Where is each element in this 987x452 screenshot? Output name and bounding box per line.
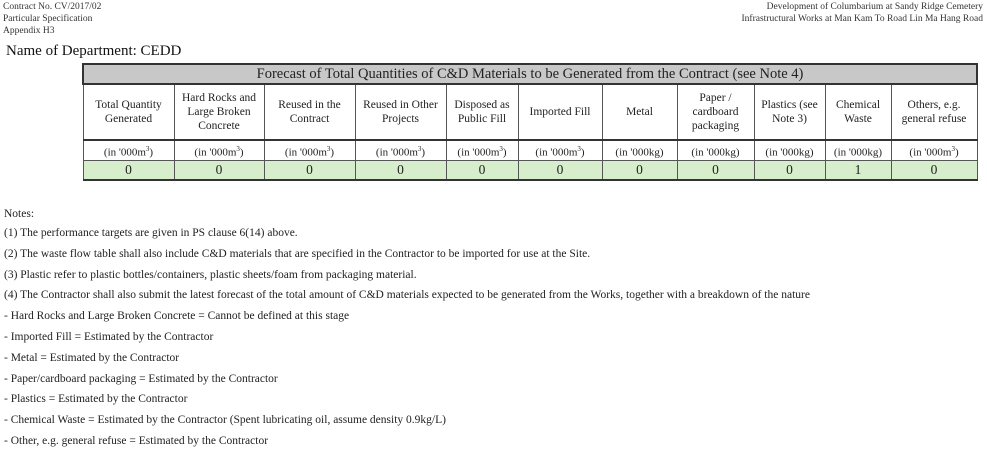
value-cell: 0 bbox=[83, 161, 174, 181]
value-cell: 0 bbox=[677, 161, 754, 181]
notes-section bbox=[4, 205, 810, 452]
value-cell: 0 bbox=[355, 161, 446, 181]
column-header: Total Quantity Generated bbox=[83, 84, 174, 140]
appendix-label: Appendix H3 bbox=[3, 26, 55, 36]
note-line: (2) The waste flow table shall also include C&D materials that are specified in the Contractor to be imported for use at the Site. bbox=[4, 247, 591, 260]
table-title-row bbox=[83, 64, 977, 84]
note-line: (1) The performance targets are given in PS clause 6(14) above. bbox=[4, 227, 298, 239]
works-title: Infrastructural Works at Man Kam To Road Lin Ma Hang Road bbox=[741, 14, 983, 24]
column-header: Paper / cardboard packaging bbox=[677, 84, 754, 140]
notes-title: Notes: bbox=[4, 208, 35, 220]
value-cell: 1 bbox=[825, 161, 891, 181]
unit-cell: (in '$000m^3$) bbox=[83, 140, 174, 161]
column-header: Reused in Other Projects bbox=[355, 84, 446, 140]
header-left bbox=[3, 1, 101, 37]
unit-cell: (in '$000m^3$) bbox=[446, 140, 518, 161]
table-title: Forecast of Total Quantities of C&D Materials to be Generated from the Contract (see Note 4) bbox=[83, 64, 977, 84]
unit-cell: (in '000kg) bbox=[677, 140, 754, 161]
column-header: Hard Rocks and Large Broken Concrete bbox=[174, 84, 264, 140]
note-line: - Hard Rocks and Large Broken Concrete = Cannot be defined at this stage bbox=[4, 310, 350, 323]
column-header: Plastics (see Note 3) bbox=[754, 84, 825, 140]
column-header: Metal bbox=[602, 84, 677, 140]
waste-forecast-table-wrapper bbox=[82, 63, 978, 181]
unit-cell: (in '000kg) bbox=[825, 140, 891, 161]
contract-no: Contract No. CV/2017/02 bbox=[3, 2, 102, 12]
department-name: Name of Department: CEDD bbox=[6, 43, 182, 59]
value-cell: 0 bbox=[174, 161, 264, 181]
note-line: (4) The Contractor shall also submit the latest forecast of the total amount of C&D materials expected to be generated from the Works, together with a breakdown of the nature bbox=[4, 289, 810, 302]
value-cell: 0 bbox=[891, 161, 977, 181]
spec-label: Particular Specification bbox=[3, 14, 93, 24]
note-line: - Imported Fill = Estimated by the Contractor bbox=[4, 330, 214, 343]
value-cell: 0 bbox=[754, 161, 825, 181]
header-right bbox=[742, 1, 983, 25]
note-line: - Plastics = Estimated by the Contractor bbox=[4, 393, 188, 406]
column-header: Chemical Waste bbox=[825, 84, 891, 140]
unit-cell: (in '000kg) bbox=[602, 140, 677, 161]
project-title: Development of Columbarium at Sandy Ridge Cemetery bbox=[766, 2, 983, 12]
unit-cell: (in '000kg) bbox=[754, 140, 825, 161]
value-cell: 0 bbox=[446, 161, 518, 181]
note-line: - Chemical Waste = Estimated by the Contractor (Spent lubricating oil, assume density 0.9kg/L) bbox=[4, 414, 446, 427]
unit-cell: (in '$000m^3$) bbox=[518, 140, 602, 161]
note-line: - Metal = Estimated by the Contractor bbox=[4, 351, 180, 364]
column-header-row bbox=[83, 84, 977, 140]
value-cell: 0 bbox=[602, 161, 677, 181]
column-header: Imported Fill bbox=[518, 84, 602, 140]
column-header: Others, e.g. general refuse bbox=[891, 84, 977, 140]
unit-cell: (in '$000m^3$) bbox=[264, 140, 355, 161]
note-line: - Other, e.g. general refuse = Estimated by the Contractor bbox=[4, 434, 269, 447]
unit-row bbox=[83, 140, 977, 161]
unit-cell: (in '$000m^3$) bbox=[174, 140, 264, 161]
waste-forecast-table bbox=[82, 63, 978, 181]
value-row bbox=[83, 161, 977, 181]
note-line: - Paper/cardboard packaging = Estimated by the Contractor bbox=[4, 372, 278, 385]
value-cell: 0 bbox=[264, 161, 355, 181]
unit-cell: (in '$000m^3$) bbox=[355, 140, 446, 161]
note-line: (3) Plastic refer to plastic bottles/containers, plastic sheets/foam from packaging material. bbox=[4, 268, 417, 281]
unit-cell: (in '$000m^3$) bbox=[891, 140, 977, 161]
column-header: Reused in the Contract bbox=[264, 84, 355, 140]
column-header: Disposed as Public Fill bbox=[446, 84, 518, 140]
value-cell: 0 bbox=[518, 161, 602, 181]
